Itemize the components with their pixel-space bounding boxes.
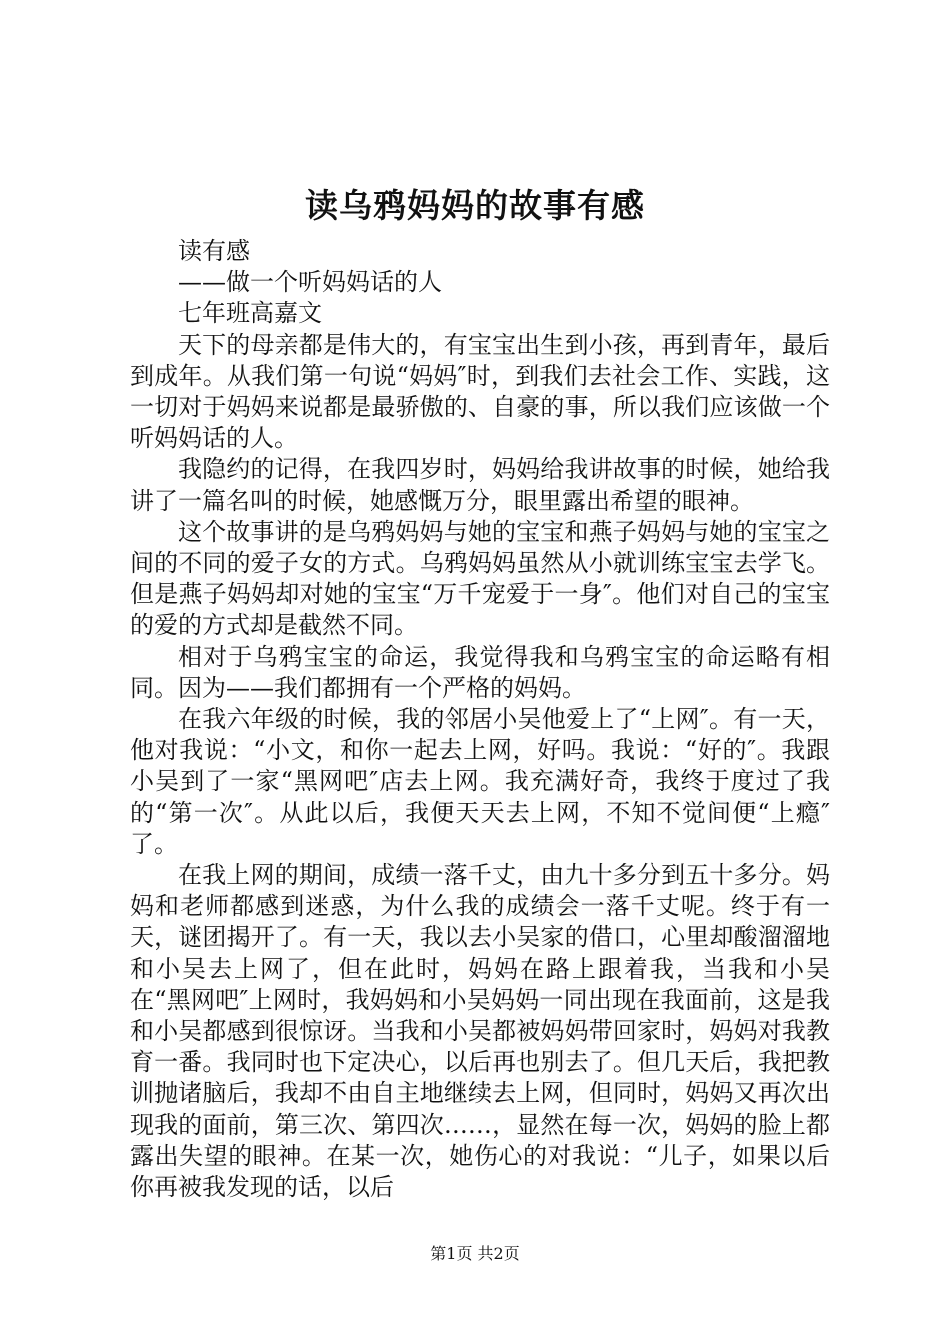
document-body [130,236,830,1203]
paragraph: 这个故事讲的是乌鸦妈妈与她的宝宝和燕子妈妈与她的宝宝之间的不同的爱子女的方式。乌鸦妈妈虽然从小就训练宝宝去学飞。但是燕子妈妈却对她的宝宝“万千宠爱于一身″。他们对自己的宝宝的爱的方式却是截然不同。 [130,517,830,640]
paragraph: 在我六年级的时候，我的邻居小吴他爱上了“上网″。有一天，他对我说：“小文，和你一起去上网，好吗。我说：“好的″。我跟小吴到了一家“黑网吧″店去上网。我充满好奇，我终于度过了我的“第一次″。从此以后，我便天天去上网，不知不觉间便“上瘾″了。 [130,705,830,858]
paragraph: 相对于乌鸦宝宝的命运，我觉得我和乌鸦宝宝的命运略有相同。因为——我们都拥有一个严格的妈妈。 [130,642,830,702]
paragraph: 我隐约的记得，在我四岁时，妈妈给我讲故事的时候，她给我讲了一篇名叫的时候，她感慨万分，眼里露出希望的眼神。 [130,455,830,515]
document-title: 读乌鸦妈妈的故事有感 [305,186,645,225]
paragraph: 天下的母亲都是伟大的，有宝宝出生到小孩，再到青年，最后到成年。从我们第一句说“妈妈″时，到我们去社会工作、实践，这一切对于妈妈来说都是最骄傲的、自豪的事，所以我们应该做一个听妈妈话的人。 [130,330,830,453]
paragraph: 在我上网的期间，成绩一落千丈，由九十多分到五十多分。妈妈和老师都感到迷惑，为什么我的成绩会一落千丈呢。终于有一天，谜团揭开了。有一天，我以去小吴家的借口，心里却酸溜溜地和小吴去上网了，但在此时，妈妈在路上跟着我，当我和小吴在“黑网吧″上网时，我妈妈和小吴妈妈一同出现在我面前，这是我和小吴都感到很惊讶。当我和小吴都被妈妈带回家时，妈妈对我教育一番。我同时也下定决心，以后再也别去了。但几天后，我把教训抛诸脑后，我却不由自主地继续去上网，但同时，妈妈又再次出现我的面前，第三次、第四次……，显然在每一次，妈妈的脸上都露出失望的眼神。在某一次，她伤心的对我说：“儿子，如果以后你再被我发现的话，以后 [130,861,830,1202]
paragraph-heading: 读有感 [178,237,250,265]
paragraph-author: 七年班高嘉文 [178,299,322,328]
paragraph-subtitle: ——做一个听妈妈话的人 [178,268,442,297]
page-footer: 第1页 共2页 [430,1244,520,1263]
